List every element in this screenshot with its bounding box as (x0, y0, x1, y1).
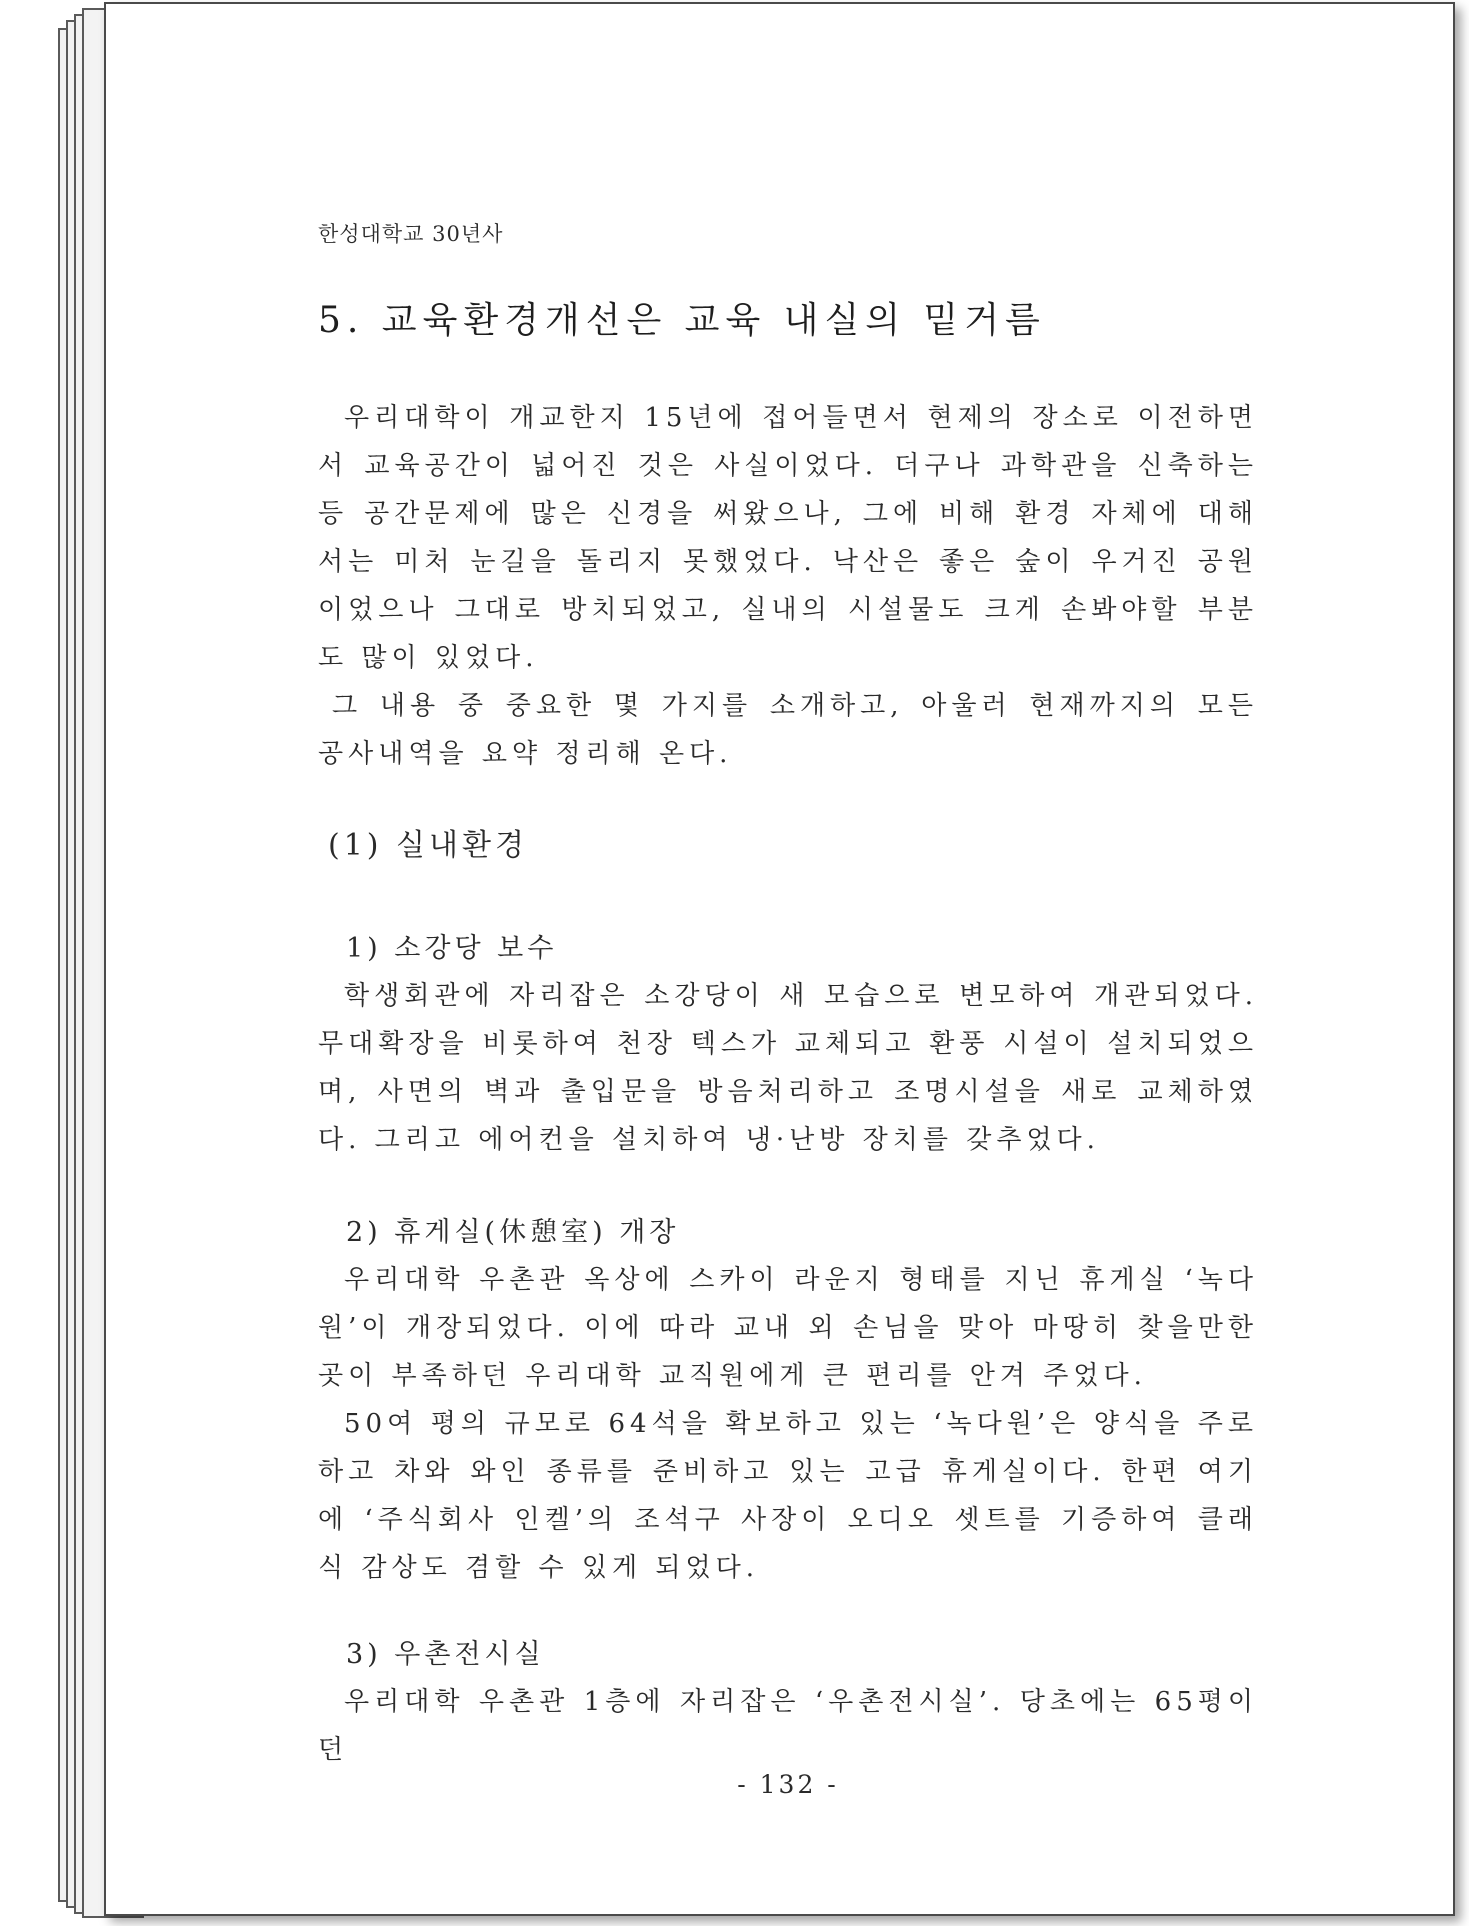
book-page (104, 2, 1455, 1916)
subsection-paragraph: 우리대학 우촌관 옥상에 스카이 라운지 형태를 지닌 휴게실 ‘녹다원’이 개장되었다. 이에 따라 교내 외 손님을 맞아 마땅히 찾을만한 곳이 부족하던 우리대학 교직원에게 큰 편리를 안겨 주었다. (318, 1265, 1258, 1391)
running-header: 한성대학교 30년사 (318, 222, 504, 246)
section-heading: (1) 실내환경 (328, 828, 528, 863)
subsection-paragraph: 우리대학 우촌관 1층에 자리잡은 ‘우촌전시실’. 당초에는 65평이던 (318, 1687, 1258, 1765)
chapter-title: 5. 교육환경개선은 교육 내실의 밑거름 (318, 300, 1046, 341)
subsection-paragraph: 학생회관에 자리잡은 소강당이 새 모습으로 변모하여 개관되었다. 무대확장을 비롯하여 천장 텍스가 교체되고 환풍 시설이 설치되었으며, 사면의 벽과 출입문을 방음처리하고 조명시설을 새로 교체하였다. 그리고 에어컨을 설치하여 냉·난방 장치를 갖추었다. (318, 981, 1258, 1155)
subsection-heading: 2) 휴게실(休憩室) 개장 (346, 1217, 680, 1248)
intro-paragraph: 그 내용 중 중요한 몇 가지를 소개하고, 아울러 현재까지의 모든 공사내역을 요약 정리해 온다. (318, 691, 1258, 769)
subsection-heading: 3) 우촌전시실 (346, 1639, 545, 1670)
intro-paragraph: 우리대학이 개교한지 15년에 접어들면서 현제의 장소로 이전하면서 교육공간이 넓어진 것은 사실이었다. 더구나 과학관을 신축하는 등 공간문제에 많은 신경을 써왔으나, 그에 비해 환경 자체에 대해서는 미처 눈길을 돌리지 못했었다. 낙산은 좋은 숲이 우거진 공원이었으나 그대로 방치되었고, 실내의 시설물도 크게 손봐야할 부분도 많이 있었다. (318, 403, 1258, 673)
subsection-paragraph: 50여 평의 규모로 64석을 확보하고 있는 ‘녹다원’은 양식을 주로 하고 차와 와인 종류를 준비하고 있는 고급 휴게실이다. 한편 여기에 ‘주식회사 인켈’의 조석구 사장이 오디오 셋트를 기증하여 클래식 감상도 겸할 수 있게 되었다. (318, 1409, 1258, 1583)
page-number: - 132 - (737, 1770, 839, 1799)
subsection-heading: 1) 소강당 보수 (346, 933, 558, 964)
